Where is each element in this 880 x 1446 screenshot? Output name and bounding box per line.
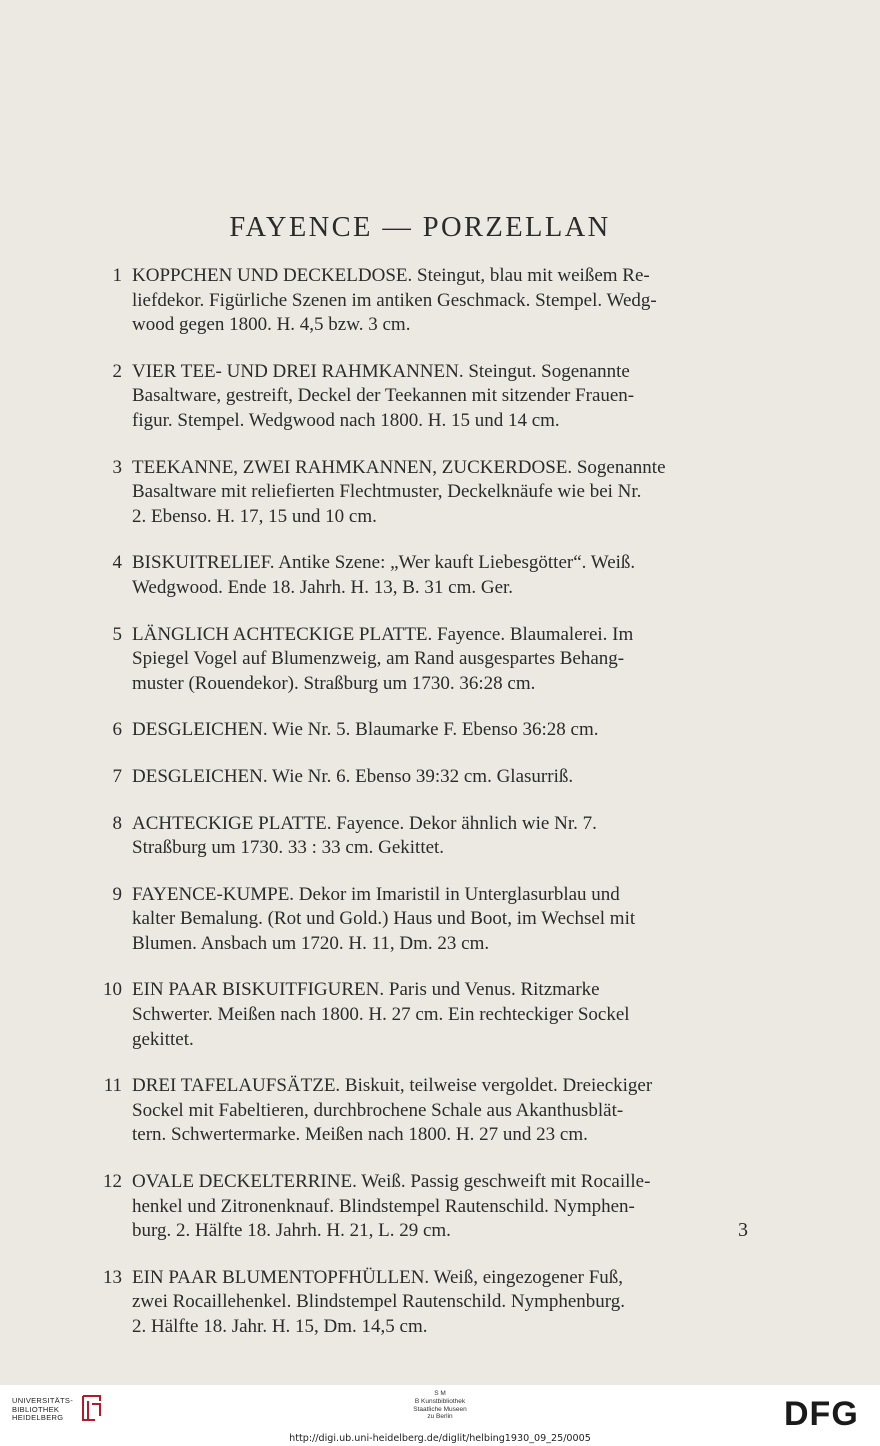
entry-number: 13 bbox=[103, 1266, 122, 1288]
entry-number: 5 bbox=[112, 623, 122, 645]
kunstbibliothek-credit: S M B Kunstbibliothek Staatliche Museen zu Berlin bbox=[413, 1390, 467, 1421]
entry-text: FAYENCE-KUMPE. Dekor im Imaristil in Unterglasurblau und kalter Bemalung. (Rot und Gold.) Haus und Boot, im Wechsel mit Blumen. Ansbach um 1720. H. 11, Dm. 23 cm. bbox=[132, 883, 636, 954]
entry-number: 4 bbox=[112, 552, 122, 574]
catalog-entry bbox=[92, 264, 760, 338]
entry-text: LÄNGLICH ACHTECKIGE PLATTE. Fayence. Blaumalerei. Im Spiegel Vogel auf Blumenzweig, am Rand ausgespartes Behang- muster (Rouendekor). Straßburg um 1730. 36:28 cm. bbox=[132, 623, 634, 694]
catalog-entry bbox=[92, 1074, 760, 1148]
source-url[interactable]: http://digi.ub.uni-heidelberg.de/diglit/helbing1930_09_25/0005 bbox=[289, 1433, 591, 1444]
catalog-entry bbox=[92, 765, 760, 790]
catalog-entry bbox=[92, 978, 760, 1052]
entry-number: 7 bbox=[112, 765, 122, 787]
catalog-entry bbox=[92, 812, 760, 861]
entry-text: TEEKANNE, ZWEI RAHMKANNEN, ZUCKERDOSE. Sogenannte Basaltware mit reliefierten Flechtmuster, Deckelknäufe wie bei Nr. 2. Ebenso. H. 17, 15 und 10 cm. bbox=[132, 456, 666, 527]
catalog-entry bbox=[92, 456, 760, 530]
entry-number: 2 bbox=[112, 360, 122, 382]
entry-number: 8 bbox=[112, 812, 122, 834]
entry-text: KOPPCHEN UND DECKELDOSE. Steingut, blau mit weißem Re- liefdekor. Figürliche Szenen im antiken Geschmack. Stempel. Wedg- wood gegen 1800. H. 4,5 bzw. 3 cm. bbox=[132, 265, 657, 336]
entry-text: OVALE DECKELTERRINE. Weiß. Passig geschweift mit Rocaille- henkel und Zitronenknauf. Blindstempel Rautenschild. Nymphen- burg. 2. Hälfte 18. Jahrh. H. 21, L. 29 cm. bbox=[132, 1171, 651, 1242]
entry-text: BISKUITRELIEF. Antike Szene: „Wer kauft Liebesgötter“. Weiß. Wedgwood. Ende 18. Jahrh. H. 13, B. 31 cm. Ger. bbox=[132, 552, 636, 598]
entry-text: EIN PAAR BLUMENTOPFHÜLLEN. Weiß, eingezogener Fuß, zwei Rocaillehenkel. Blindstempel Rautenschild. Nymphenburg. 2. Hälfte 18. Jahr. H. 15, Dm. 14,5 cm. bbox=[132, 1266, 626, 1337]
entry-text: ACHTECKIGE PLATTE. Fayence. Dekor ähnlich wie Nr. 7. Straßburg um 1730. 33 : 33 cm. Gekittet. bbox=[132, 812, 597, 859]
catalog-entry bbox=[92, 718, 760, 743]
catalog-entry bbox=[92, 1170, 760, 1244]
entry-number: 11 bbox=[103, 1075, 122, 1097]
catalog-entries bbox=[92, 264, 760, 1362]
entry-number: 3 bbox=[112, 456, 122, 478]
entry-number: 12 bbox=[103, 1171, 122, 1193]
catalog-entry bbox=[92, 623, 760, 697]
catalog-entry bbox=[92, 360, 760, 434]
entry-number: 1 bbox=[112, 265, 122, 286]
entry-text: DESGLEICHEN. Wie Nr. 5. Blaumarke F. Ebenso 36:28 cm. bbox=[132, 719, 599, 741]
footer-bar bbox=[0, 1385, 880, 1446]
entry-text: DREI TAFELAUFSÄTZE. Biskuit, teilweise vergoldet. Dreieckiger Sockel mit Fabeltieren, durchbrochene Schale aus Akanthusblät- tern. Schwertermarke. Meißen nach 1800. H. 27 und 23 cm. bbox=[132, 1075, 653, 1146]
entry-number: 6 bbox=[112, 719, 122, 741]
catalog-entry bbox=[92, 883, 760, 957]
entry-text: DESGLEICHEN. Wie Nr. 6. Ebenso 39:32 cm. Glasurriß. bbox=[132, 765, 574, 787]
catalog-entry bbox=[92, 1266, 760, 1340]
dfg-logo: DFG bbox=[784, 1395, 859, 1433]
entry-text: EIN PAAR BISKUITFIGUREN. Paris und Venus. Ritzmarke Schwerter. Meißen nach 1800. H. 27 cm. Ein rechteckiger Sockel gekittet. bbox=[132, 979, 630, 1050]
page-title: FAYENCE — PORZELLAN bbox=[229, 212, 611, 243]
entry-text: VIER TEE- UND DREI RAHMKANNEN. Steingut. Sogenannte Basaltware, gestreift, Deckel der Teekannen mit sitzender Frauen- figur. Stempel. Wedgwood nach 1800. H. 15 und 14 cm. bbox=[132, 360, 635, 431]
catalog-entry bbox=[92, 551, 760, 600]
page-number: 3 bbox=[738, 1219, 748, 1241]
university-library-name: UNIVERSITÄTS- BIBLIOTHEK HEIDELBERG bbox=[12, 1396, 73, 1422]
entry-number: 10 bbox=[103, 979, 122, 1001]
entry-number: 9 bbox=[112, 883, 122, 905]
